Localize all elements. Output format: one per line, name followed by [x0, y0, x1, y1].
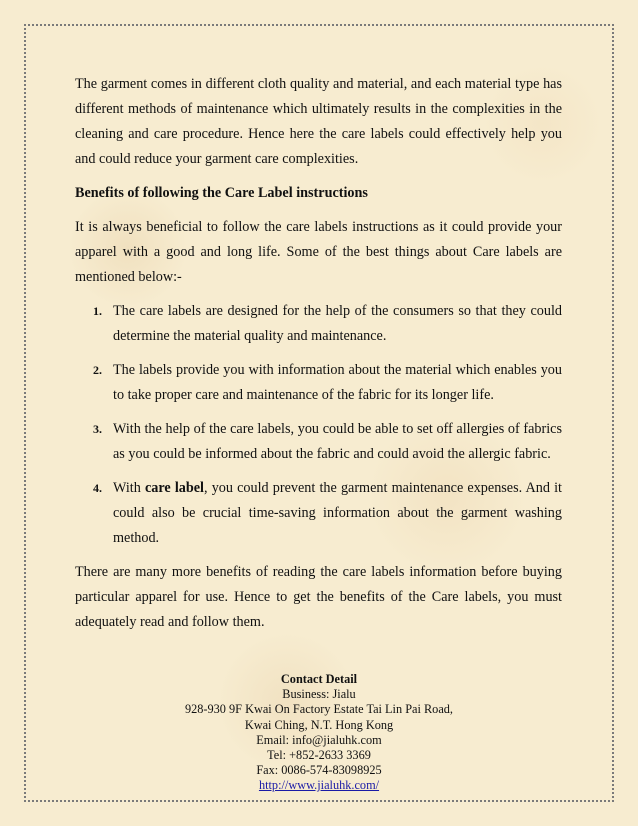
list-item	[75, 417, 562, 467]
intro-paragraph: The garment comes in different cloth quality and material, and each material type has different methods of maintenance which ultimately results in the complexities in the cleaning and care procedure. Hence here the care labels could effectively help you and could reduce your garment care complexities.	[75, 76, 562, 167]
list-item-text: The care labels are designed for the help of the consumers so that they could determine the material quality and maintenance.	[113, 303, 562, 344]
list-number: 2.	[93, 363, 102, 377]
list-item-text: With the help of the care labels, you could be able to set off allergies of fabrics as you could be informed about the fabric and could avoid the allergic fabric.	[113, 421, 562, 462]
benefits-list	[75, 299, 562, 551]
list-number: 3.	[93, 422, 102, 436]
contact-address-line2: Kwai Ching, N.T. Hong Kong	[244, 717, 394, 732]
website-link[interactable]: http://www.jialuhk.com/	[258, 778, 380, 793]
section-heading: Benefits of following the Care Label instructions	[75, 185, 368, 201]
document-body	[75, 72, 562, 635]
contact-block	[0, 672, 638, 794]
list-item-text-post: , you could prevent the garment maintenance expenses. And it could also be crucial time-saving information about the garment washing method.	[113, 480, 562, 546]
contact-address-line1: 928-930 9F Kwai On Factory Estate Tai Lin Pai Road,	[184, 702, 454, 717]
care-label-emphasis: care label	[144, 480, 204, 496]
contact-phone: Tel: +852-2633 3369	[267, 748, 371, 763]
lead-paragraph: It is always beneficial to follow the care labels instructions as it could provide your apparel with a good and long life. Some of the best things about Care labels are mentioned below:-	[75, 219, 562, 285]
list-item-text: The labels provide you with information about the material which enables you to take proper care and maintenance of the fabric for its longer life.	[113, 362, 562, 403]
contact-fax: Fax: 0086-574-83098925	[256, 763, 382, 778]
list-item	[75, 358, 562, 408]
list-number: 1.	[93, 304, 102, 318]
contact-business: Business: Jialu	[282, 687, 356, 702]
list-item	[75, 299, 562, 349]
list-item-text-pre: With	[113, 480, 145, 496]
list-item	[75, 476, 562, 551]
contact-email: Email: info@jialuhk.com	[256, 732, 382, 747]
closing-paragraph: There are many more benefits of reading the care labels information before buying particular apparel for use. Hence to get the benefits of the Care labels, you must adequately read and follow them.	[75, 564, 562, 630]
contact-title: Contact Detail	[280, 672, 358, 686]
list-number: 4.	[93, 481, 102, 495]
